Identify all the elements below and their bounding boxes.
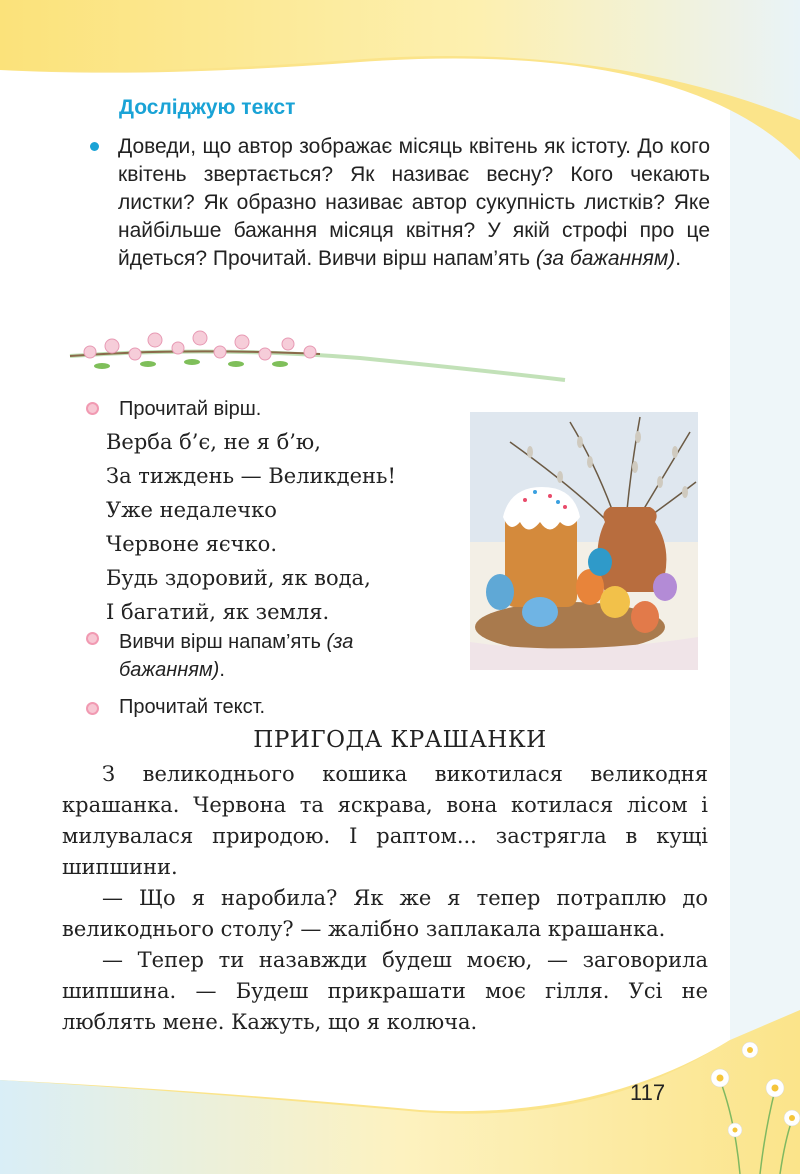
blossom-branch-icon bbox=[60, 318, 570, 390]
task-text: Доведи, що автор зображає місяць квітень як істоту. До кого квітень звертається? Як називає весну? Кого чекають листки? Як образно називає автор сукупність листків? Яке найбільше бажання місяця квітня? У якій строфі про це йдеться? Прочитай. Вивчи вірш напам’ять bbox=[118, 135, 710, 270]
daisy-flowers-icon bbox=[680, 1020, 800, 1174]
task-end: . bbox=[675, 247, 682, 270]
easter-basket-illustration bbox=[470, 412, 698, 670]
poem-line: Будь здоровий, як вода, bbox=[106, 566, 371, 590]
task-note: (за бажанням) bbox=[535, 247, 676, 270]
learn-poem-note-continued: бажанням) bbox=[119, 659, 220, 681]
task-paragraph bbox=[118, 133, 710, 273]
poem bbox=[106, 425, 396, 629]
poem-line: Уже недалечко bbox=[106, 498, 277, 522]
poem-line: Червоне яєчко. bbox=[106, 532, 278, 556]
poem-line: Верба б’є, не я б’ю, bbox=[106, 430, 321, 454]
poem-line: За тиждень — Великдень! bbox=[106, 464, 396, 488]
pink-circle-bullet-icon bbox=[86, 632, 99, 645]
blue-dot-bullet-icon bbox=[90, 142, 99, 151]
pink-circle-bullet-icon bbox=[86, 402, 99, 415]
page-number: 117 bbox=[630, 1080, 666, 1105]
section-heading: Досліджую текст bbox=[119, 96, 296, 119]
learn-poem-text: Вивчи вірш напам’ять bbox=[119, 631, 321, 653]
story-paragraph: — Що я наробила? Як же я тепер потраплю до великоднього столу? — жалібно заплакала крашанка. bbox=[62, 886, 708, 941]
learn-poem-note: (за bbox=[326, 631, 354, 653]
instruction-learn-poem bbox=[119, 628, 449, 684]
story-text bbox=[62, 759, 708, 1038]
story-title: ПРИГОДА КРАШАНКИ bbox=[253, 727, 547, 753]
pink-circle-bullet-icon bbox=[86, 702, 99, 715]
instruction-read-poem: Прочитай вірш. bbox=[119, 398, 262, 420]
story-paragraph: — Тепер ти назавжди будеш моєю, — заговорила шипшина. — Будеш прикрашати моє гілля. Усі не люблять мене. Кажуть, що я колюча. bbox=[62, 948, 708, 1034]
story-paragraph: З великоднього кошика викотилася великодня крашанка. Червона та яскрава, вона котилася лісом і милувалася природою. І раптом... застрягла в кущі шипшини. bbox=[62, 762, 708, 879]
poem-line: І багатий, як земля. bbox=[106, 600, 330, 624]
instruction-read-text: Прочитай текст. bbox=[119, 696, 266, 718]
learn-poem-end: . bbox=[219, 659, 225, 681]
